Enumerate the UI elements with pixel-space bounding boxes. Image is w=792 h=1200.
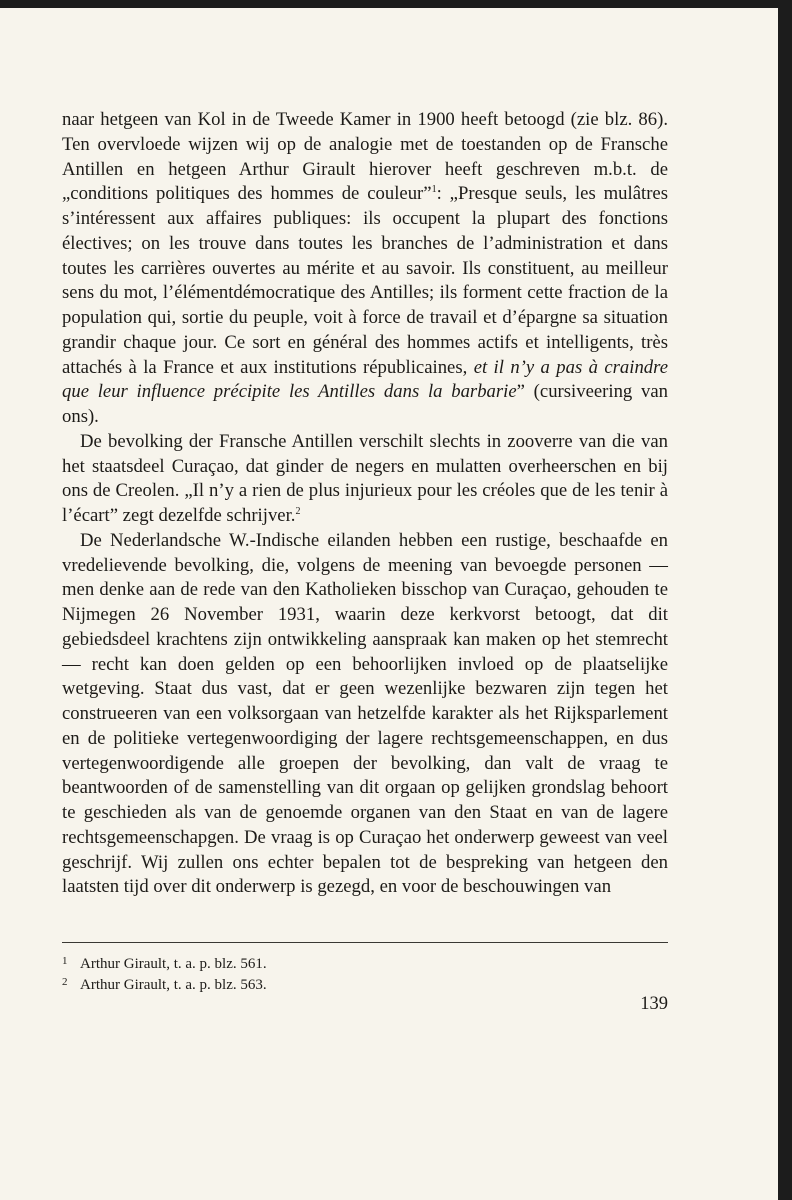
scan-border-top	[0, 0, 792, 8]
footnote-divider	[62, 942, 668, 943]
scan-border-right	[778, 0, 792, 1200]
paragraph-3-text: De Nederlandsche W.-Indische eilanden hebben een rustige, beschaafde en vredelievende bevolking, die, volgens de meening van bevoegde personen — men denke aan de rede van den Katholieken bisschop van Curaçao, gehouden te Nijmegen 26 November 1931, waarin deze kerkvorst betoogt, dat dit gebiedsdeel krachtens zijn ontwikkeling aanspraak kan maken op het stemrecht — recht kan doen gelden op een behoorlijken invloed op de plaatselijke wetgeving. Staat dus vast, dat er geen wezenlijke bezwaren zijn tegen het construeeren van een volksorgaan van hetzelfde karakter als het Rijksparlement en de politieke vertegenwoordiging der lagere rechtsgemeenschappen, en dus vertegenwoordigende alle groepen der bevolking, dan valt de vraag te beantwoorden of de samenstelling van dit orgaan op gelijken grondslag behoort te geschieden als van de genoemde organen van den Staat en van de lagere rechtsgemeenschapgen. De vraag is op Curaçao het onderwerp geweest van veel geschrijf. Wij zullen ons echter bepalen tot de bespreking van hetgeen den laatsten tijd over dit onderwerp is gezegd, en voor de beschouwingen van	[62, 529, 668, 898]
footnote-1	[62, 954, 668, 975]
paragraph-1-text-a: naar hetgeen van Kol in de Tweede Kamer in 1900 heeft betoogd (zie blz. 86). Ten overvloede wijzen wij op de analogie met de toestanden op de Fransche Antillen en hetgeen Arthur Girault hierover heeft geschreven m.b.t. de „conditions politiques des hommes de couleur”	[62, 109, 668, 205]
footnote-2	[62, 975, 668, 996]
paragraph-1-italic-quote: et il n’y a pas à craindre que leur influence précipite les Antilles dans la barbarie	[62, 356, 669, 403]
paragraph-1-text-b: : „Presque seuls, les mulâtres s’intéressent aux affaires publiques: ils occupent la plupart des fonctions électives; on les trouve dans toutes les branches de l’administration et dans toutes les carrières ouvertes au mérite et au savoir. Ils constituent, au meilleur sens du mot, l’élémentdémocratique des Antilles; ils forment cette fraction de la population qui, sortie du peuple, voit à force de travail et d’épargne sa situation grandir chaque jour. Ce sort en général des hommes actifs et intelligents, très attachés à la France et aux institutions républicaines,	[62, 183, 668, 378]
footnote-1-text: Arthur Girault, t. a. p. blz. 561.	[80, 956, 267, 972]
footnote-ref-1: 1	[431, 184, 437, 196]
paragraph-3	[62, 529, 668, 900]
paragraph-1-text-c: ” (cursiveering van ons).	[62, 381, 668, 427]
footnote-1-number: 1	[62, 955, 68, 967]
body-text	[62, 108, 668, 900]
page-number: 139	[640, 994, 668, 1014]
footnotes	[62, 954, 668, 996]
footnote-2-text: Arthur Girault, t. a. p. blz. 563.	[80, 977, 267, 993]
paragraph-2-text: De bevolking der Fransche Antillen verschilt slechts in zooverre van die van het staatsdeel Curaçao, dat ginder de negers en mulatten overheerschen en bij ons de Creolen. „Il n’y a rien de plus injurieux pour les créoles que de les tenir à l’écart” zegt dezelfde schrijver.	[62, 430, 668, 526]
paragraph-2	[62, 430, 668, 529]
footnote-2-number: 2	[62, 976, 68, 988]
paragraph-1	[62, 108, 668, 430]
footnote-ref-2: 2	[295, 505, 301, 517]
